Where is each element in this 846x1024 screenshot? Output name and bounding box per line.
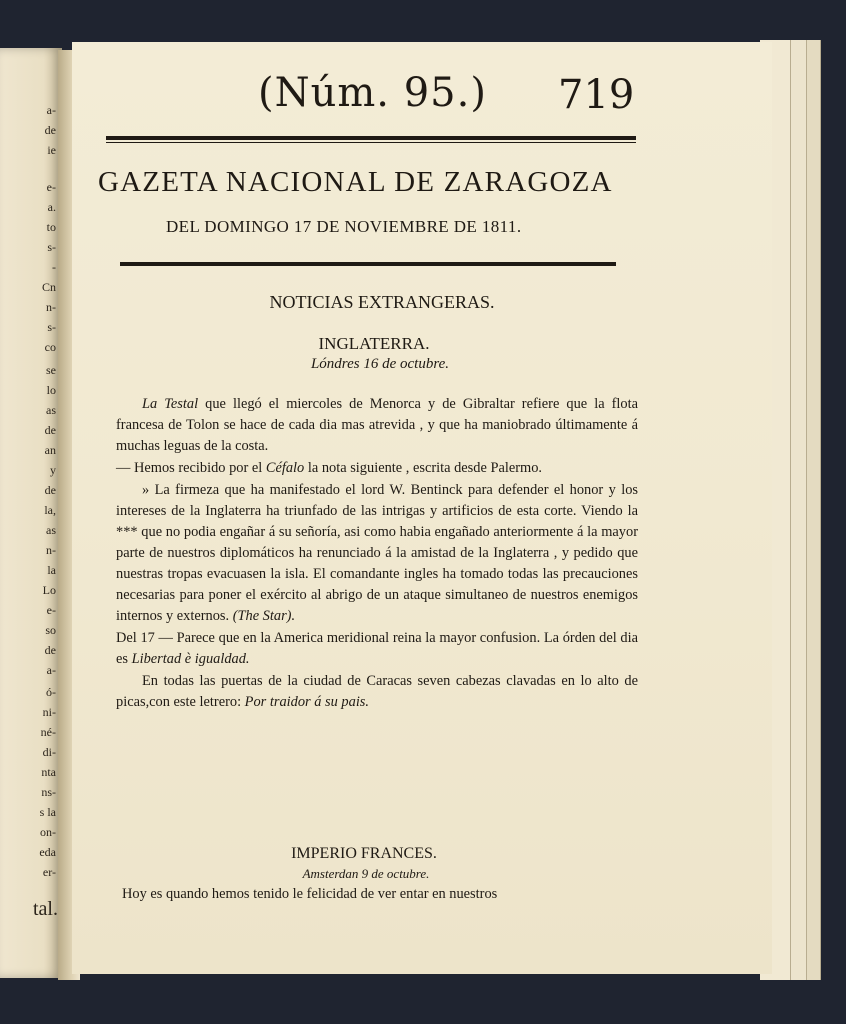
section-heading: NOTICIAS EXTRANGERAS.: [269, 292, 495, 312]
ship-name: La Testal: [142, 396, 199, 412]
left-page-fragment: la,: [44, 503, 56, 517]
paragraph: — Hemos recibido por el Céfalo la nota siguiente , escrita desde Palermo.: [116, 460, 543, 476]
left-page-fragment: to: [46, 220, 56, 234]
left-page-fragment: s-: [47, 320, 56, 334]
left-page-fragment: de: [44, 423, 56, 437]
article-first-line: Hoy es quando hemos tenido le felicidad de ver entar en nuestros: [122, 886, 498, 902]
issue-number: (Núm. 95.): [258, 70, 487, 116]
left-page-fragment: de: [44, 643, 56, 657]
left-page-fragment: ns-: [41, 785, 56, 799]
left-page-fragment: a.: [47, 200, 56, 214]
paragraph: Del 17 — Parece que en la America meridional reina la mayor confusion. La órden del dia es Libertad è igualdad.: [116, 630, 638, 667]
newspaper-page: [72, 42, 772, 974]
left-page-fragment: n-: [46, 543, 56, 557]
sign-text: Por traidor á su pais.: [244, 694, 370, 710]
left-page-fragment: Cn: [41, 280, 56, 294]
left-page-fragment: né-: [40, 725, 56, 739]
paragraph: » La firmeza que ha manifestado el lord W. Bentinck para defender el honor y los intereses de la Inglaterra ha triunfado de las intrigas y artificios de esta corte. Viendo la *** que no podia engañar á su señoría, asi como habia engañado anteriormente á la mayor parte de nuestros diplomáticos ha renunciado á la amistad de la Inglaterra , y pedido que nuestras tropas evacuasen la isla. El comandante ingles ha tomado todas las precauciones necesarias para poner el exército al abrigo de un ataque simultaneo de nuestros enemigos internos y externos. (The Star).: [116, 482, 638, 624]
left-page-fragment: tal.: [33, 898, 58, 920]
issue-date: DEL DOMINGO 17 DE NOVIEMBRE DE 1811.: [166, 217, 522, 236]
previous-page-edge: [0, 48, 62, 978]
left-page-fragment: ó-: [46, 685, 56, 699]
left-page-fragment: er-: [42, 865, 56, 879]
left-page-fragment: nta: [41, 765, 56, 779]
article-body: [116, 394, 638, 713]
dateline-amsterdam: Amsterdan 9 de octubre.: [302, 866, 430, 881]
left-page-fragment: a-: [46, 663, 56, 677]
paragraph: La Testal que llegó el miercoles de Menorca y de Gibraltar refiere que la flota francesa de Tolon se hace de cada dia mas atrevida , y que ha maniobrado últimamente á muchas leguas de la costa.: [116, 396, 638, 454]
left-page-fragment: on-: [40, 825, 56, 839]
source-citation: (The Star).: [232, 608, 296, 624]
newspaper-title: GAZETA NACIONAL DE ZARAGOZA: [98, 166, 613, 198]
title-rule: [120, 262, 616, 266]
page-number: 719: [558, 72, 635, 118]
country-heading-france: IMPERIO FRANCES.: [291, 845, 437, 862]
left-page-fragment: la: [47, 563, 56, 577]
left-page-fragment: de: [44, 123, 56, 137]
left-page-fragment: e-: [46, 180, 56, 194]
header-rule: [106, 136, 636, 140]
country-heading-england: INGLATERRA.: [318, 334, 430, 353]
left-page-fragment: lo: [46, 383, 56, 397]
left-page-fragment: a-: [46, 103, 56, 117]
motto: Libertad è igualdad.: [131, 651, 250, 667]
left-page-fragment: se: [46, 363, 56, 377]
left-page-fragment: as: [46, 403, 56, 417]
left-page-fragment: s la: [39, 805, 56, 819]
left-page-fragment: ie: [47, 143, 56, 157]
ship-name: Céfalo: [265, 460, 305, 476]
left-page-fragment: e-: [46, 603, 56, 617]
header-rule-thin: [106, 142, 636, 143]
left-page-fragment: de: [44, 483, 56, 497]
left-page-fragment: s-: [47, 240, 56, 254]
left-page-fragment: di-: [42, 745, 56, 759]
left-page-fragment: n-: [46, 300, 56, 314]
left-page-fragment: ni-: [42, 705, 56, 719]
left-page-fragment: y: [50, 463, 56, 477]
left-page-fragment: -: [52, 260, 56, 274]
left-page-fragment: co: [44, 340, 56, 354]
left-page-fragment: eda: [39, 845, 56, 859]
left-page-fragment: as: [46, 523, 56, 537]
left-page-fragment: so: [45, 623, 56, 637]
left-page-fragment: an: [44, 443, 56, 457]
dateline-london: Lóndres 16 de octubre.: [310, 356, 450, 372]
left-page-fragment: Lo: [42, 583, 56, 597]
paragraph: En todas las puertas de la ciudad de Caracas seven cabezas clavadas en lo alto de picas,con este letrero: Por traidor á su pais.: [116, 673, 638, 710]
